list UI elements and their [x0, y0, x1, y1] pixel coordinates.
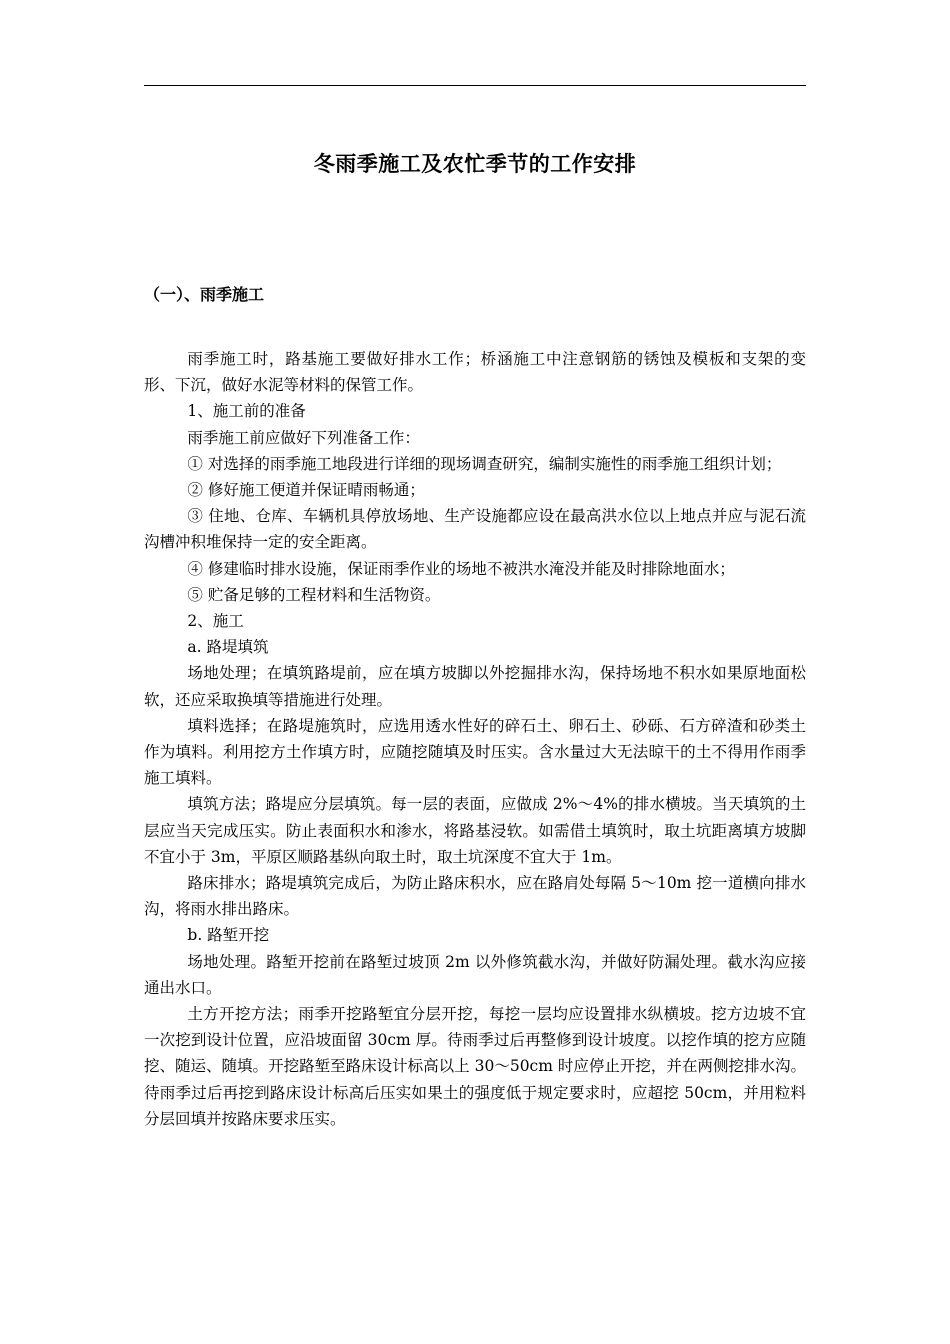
subheading-preparation: 1、施工前的准备	[187, 402, 306, 421]
list-item-3: ③ 住地、仓库、车辆机具停放场地、生产设施都应设在最高洪水位以上地点并应与泥石流沟槽冲积堆保持一定的安全距离。	[144, 507, 806, 552]
paragraph-preparation-lead: 雨季施工前应做好下列准备工作：	[187, 428, 420, 447]
document-body	[144, 346, 806, 1132]
document-title: 冬雨季施工及农忙季节的工作安排	[313, 152, 637, 176]
paragraph-subgrade-drainage: 路床排水；路堤填筑完成后，为防止路床积水，应在路肩处每隔 5～10m 挖一道横向排水沟，将雨水排出路床。	[144, 874, 806, 919]
subheading-cutting: b. 路堑开挖	[187, 926, 270, 945]
list-item-1: ① 对选择的雨季施工地段进行详细的现场调查研究，编制实施性的雨季施工组织计划；	[187, 454, 782, 473]
paragraph-fill-selection: 填料选择；在路堤施筑时，应选用透水性好的碎石土、卵石土、砂砾、石方碎渣和砂类土作为填料。利用挖方土作填方时，应随挖随填及时压实。含水量过大无法晾干的土不得用作雨季施工填料。	[144, 716, 806, 788]
header-rule	[144, 85, 806, 86]
list-item-5: ⑤ 贮备足够的工程材料和生活物资。	[187, 585, 441, 604]
paragraph-fill-method: 填筑方法；路堤应分层填筑。每一层的表面，应做成 2%～4%的排水横坡。当天填筑的土层应当天完成压实。防止表面积水和渗水，将路基浸软。如需借土填筑时，取土坑距离填方坡脚不宜小于 3m，平原区顺路基纵向取土时，取土坑深度不宜大于 1m。	[144, 795, 806, 866]
paragraph-intro: 雨季施工时，路基施工要做好排水工作；桥涵施工中注意钢筋的锈蚀及模板和支架的变形、下沉，做好水泥等材料的保管工作。	[144, 350, 806, 395]
paragraph-excavation-method: 土方开挖方法；雨季开挖路堑宜分层开挖，每挖一层均应设置排水纵横坡。挖方边坡不宜一次挖到设计位置，应沿坡面留 30cm 厚。待雨季过后再整修到设计坡度。以挖作填的挖方应随挖、随运、随填。开挖路堑至路床设计标高以上 30～50cm 时应停止开挖，并在两侧挖排水沟。待雨季过后再挖到路床设计标高后压实如果土的强度低于规定要求时，应超挖 50cm，并用粒料分层回填并按路床要求压实。	[144, 1005, 806, 1128]
section-heading: （一）、雨季施工	[144, 285, 265, 304]
paragraph-cutting-site: 场地处理。路堑开挖前在路堑过坡顶 2m 以外修筑截水沟，并做好防漏处理。截水沟应接通出水口。	[144, 952, 806, 997]
subheading-embankment: a. 路堤填筑	[187, 638, 269, 657]
list-item-2: ② 修好施工便道并保证晴雨畅通；	[187, 481, 425, 500]
list-item-4: ④ 修建临时排水设施，保证雨季作业的场地不被洪水淹没并能及时排除地面水；	[187, 559, 735, 578]
subheading-construction: 2、施工	[187, 612, 244, 631]
paragraph-site-treatment: 场地处理；在填筑路堤前，应在填方坡脚以外挖掘排水沟，保持场地不积水如果原地面松软，还应采取换填等措施进行处理。	[144, 664, 806, 709]
